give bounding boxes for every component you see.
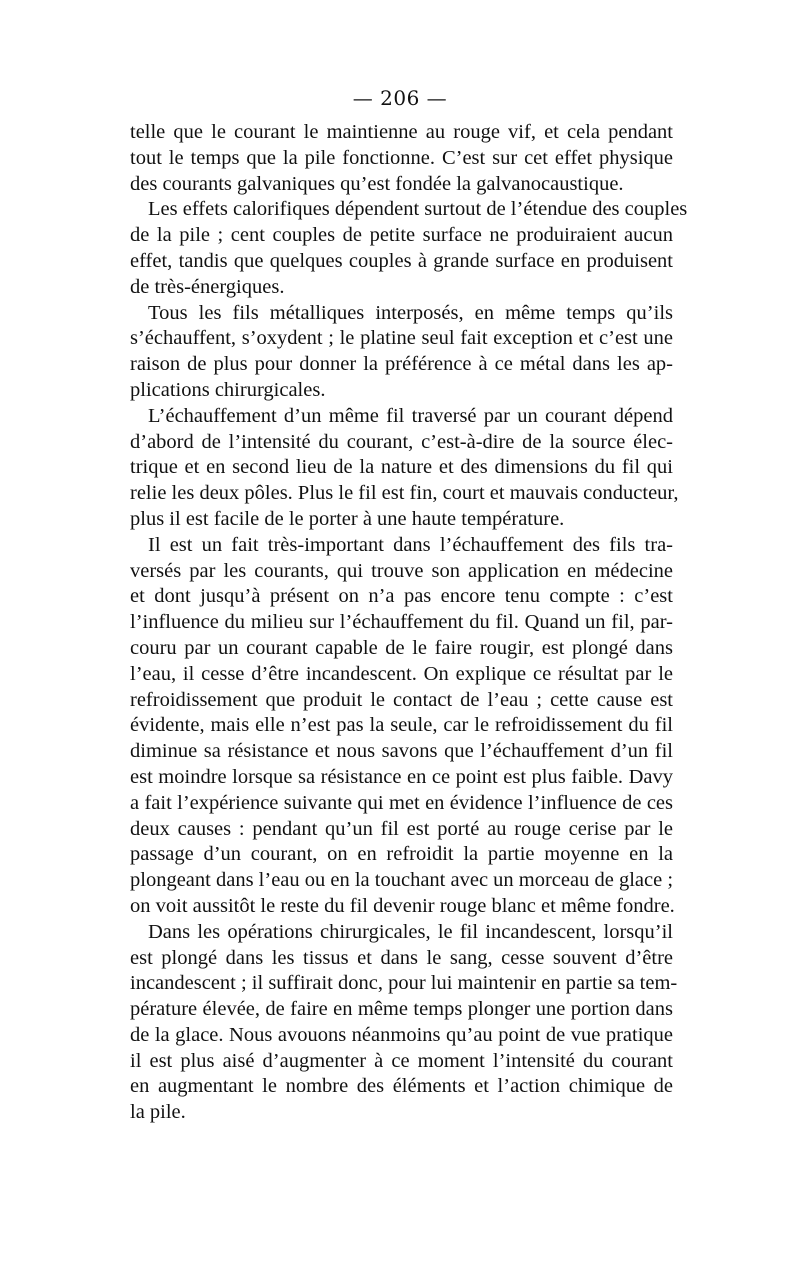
text-line: plications chirurgicales. (130, 378, 326, 401)
text-line: versés par les courants, qui trouve son application en médecine (130, 559, 673, 582)
page-number: — 206 — (352, 86, 448, 110)
text-line: couru par un courant capable de le faire rougir, est plongé dans (130, 636, 673, 659)
text-line: est plongé dans les tissus et dans le sang, cesse souvent d’être (130, 946, 673, 969)
text-line: Tous les fils métalliques interposés, en même temps qu’ils (148, 301, 673, 324)
text-line: effet, tandis que quelques couples à grande surface en produisent (130, 249, 673, 272)
text-line: tout le temps que la pile fonctionne. C’est sur cet effet physique (130, 146, 673, 169)
text-line: incandescent ; il suffirait donc, pour lui maintenir en partie sa tem- (130, 972, 678, 995)
text-line: telle que le courant le maintienne au rouge vif, et cela pendant (130, 121, 673, 143)
text-line: Les effets calorifiques dépendent surtout de l’étendue des couples (148, 198, 688, 221)
text-line: passage d’un courant, on en refroidit la partie moyenne en la (130, 843, 673, 866)
text-line: deux causes : pendant qu’un fil est porté au rouge cerise par le (130, 817, 673, 840)
text-line: Il est un fait très-important dans l’échauffement des fils tra- (148, 533, 673, 556)
text-line: la pile. (130, 1101, 186, 1124)
text-line: de la pile ; cent couples de petite surface ne produiraient aucun (130, 224, 673, 247)
text-line: en augmentant le nombre des éléments et l’action chimique de (130, 1075, 673, 1098)
text-line: diminue sa résistance et nous savons que l’échauffement d’un fil (130, 740, 673, 763)
text-line: évidente, mais elle n’est pas la seule, car le refroidissement du fil (130, 714, 673, 737)
text-line: il est plus aisé d’augmenter à ce moment l’intensité du courant (130, 1049, 673, 1072)
text-line: plongeant dans l’eau ou en la touchant avec un morceau de glace ; (130, 869, 674, 892)
text-line: raison de plus pour donner la préférence à ce métal dans les ap- (130, 353, 673, 376)
text-line: plus il est facile de le porter à une haute température. (130, 507, 565, 530)
text-line: et dont jusqu’à présent on n’a pas encore tenu compte : c’est (130, 585, 673, 608)
text-line: de très-énergiques. (130, 275, 285, 298)
text-line: Dans les opérations chirurgicales, le fil incandescent, lorsqu’il (148, 920, 673, 943)
text-line: l’influence du milieu sur l’échauffement du fil. Quand un fil, par- (130, 611, 673, 634)
text-line: refroidissement que produit le contact de l’eau ; cette cause est (130, 688, 673, 711)
text-line: est moindre lorsque sa résistance en ce point est plus faible. Davy (130, 765, 673, 788)
body-text (130, 120, 688, 1126)
text-line: des courants galvaniques qu’est fondée la galvanocaustique. (130, 172, 624, 195)
text-line: s’échauffent, s’oxydent ; le platine seul fait exception et c’est une (130, 327, 673, 350)
text-line: trique et en second lieu de la nature et des dimensions du fil qui (130, 456, 673, 479)
text-line: de la glace. Nous avouons néanmoins qu’au point de vue pratique (130, 1023, 673, 1046)
text-line: l’eau, il cesse d’être incandescent. On explique ce résultat par le (130, 662, 673, 685)
text-line: relie les deux pôles. Plus le fil est fin, court et mauvais conducteur, (130, 482, 679, 505)
text-line: a fait l’expérience suivante qui met en évidence l’influence de ces (130, 791, 673, 814)
text-line: L’échauffement d’un même fil traversé par un courant dépend (148, 404, 673, 427)
text-line: pérature élevée, de faire en même temps plonger une portion dans (130, 998, 673, 1021)
text-line: d’abord de l’intensité du courant, c’est-à-dire de la source élec- (130, 430, 673, 453)
text-line: on voit aussitôt le reste du fil devenir rouge blanc et même fondre. (130, 894, 675, 917)
